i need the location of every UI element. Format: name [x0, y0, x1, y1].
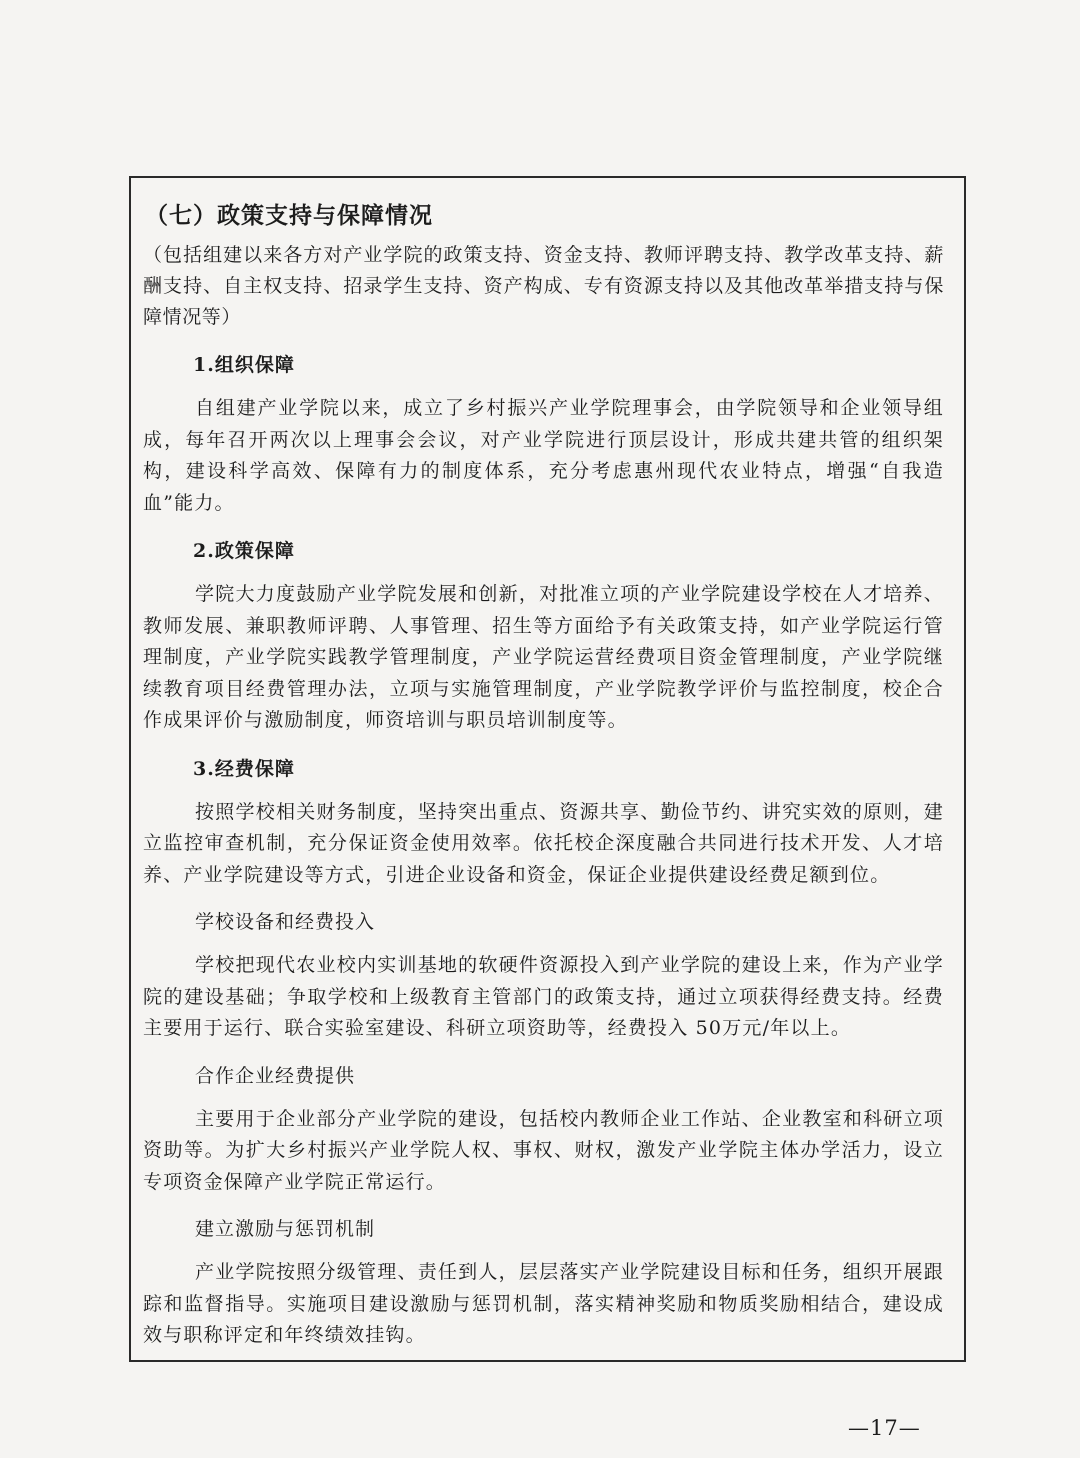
policy-paragraph: 学院大力度鼓励产业学院发展和创新，对批准立项的产业学院建设学校在人才培养、教师发展、兼职教师评聘、人事管理、招生等方面给予有关政策支持，如产业学院运行管理制度，产业学院实践教学管理制度，产业学院运营经费项目资金管理制度，产业学院继续教育项目经费管理办法，立项与实施管理制度，产业学院教学评价与监控制度，校企合作成果评价与激励制度，师资培训与职员培训制度等。 — [143, 583, 944, 731]
funding-heading: 3.经费保障 — [193, 757, 295, 780]
page-number: —17— — [848, 1416, 921, 1440]
section-title: （七）政策支持与保障情况 — [145, 202, 433, 229]
school-investment-subheading: 学校设备和经费投入 — [195, 911, 376, 933]
enterprise-funding-subheading: 合作企业经费提供 — [195, 1064, 356, 1087]
org-heading: 1.组织保障 — [193, 354, 295, 376]
section-box — [129, 176, 966, 1362]
incentive-subheading: 建立激励与惩罚机制 — [195, 1218, 376, 1240]
section-note: （包括组建以来各方对产业学院的政策支持、资金支持、教师评聘支持、教学改革支持、薪酬支持、自主权支持、招录学生支持、资产构成、专有资源支持以及其他改革举措支持与保障情况等） — [143, 244, 944, 328]
incentive-paragraph: 产业学院按照分级管理、责任到人，层层落实产业学院建设目标和任务，组织开展跟踪和监督指导。实施项目建设激励与惩罚机制，落实精神奖励和物质奖励相结合，建设成效与职称评定和年终绩效挂钩。 — [143, 1261, 944, 1346]
school-investment-paragraph: 学校把现代农业校内实训基地的软硬件资源投入到产业学院的建设上来，作为产业学院的建设基础；争取学校和上级教育主管部门的政策支持，通过立项获得经费支持。经费主要用于运行、联合实验室建设、科研立项资助等，经费投入 50万元/年以上。 — [143, 954, 944, 1039]
funding-paragraph: 按照学校相关财务制度，坚持突出重点、资源共享、勤俭节约、讲究实效的原则，建立监控审查机制，充分保证资金使用效率。依托校企深度融合共同进行技术开发、人才培养、产业学院建设等方式，引进企业设备和资金，保证企业提供建设经费足额到位。 — [143, 800, 944, 886]
policy-heading: 2.政策保障 — [193, 540, 295, 562]
org-paragraph: 自组建产业学院以来，成立了乡村振兴产业学院理事会，由学院领导和企业领导组成，每年召开两次以上理事会会议，对产业学院进行顶层设计，形成共建共管的组织架构，建设科学高效、保障有力的制度体系，充分考虑惠州现代农业特点，增强“自我造血”能力。 — [143, 397, 944, 514]
enterprise-funding-paragraph: 主要用于企业部分产业学院的建设，包括校内教师企业工作站、企业教室和科研立项资助等。为扩大乡村振兴产业学院人权、事权、财权，激发产业学院主体办学活力，设立专项资金保障产业学院正常运行。 — [143, 1107, 944, 1193]
